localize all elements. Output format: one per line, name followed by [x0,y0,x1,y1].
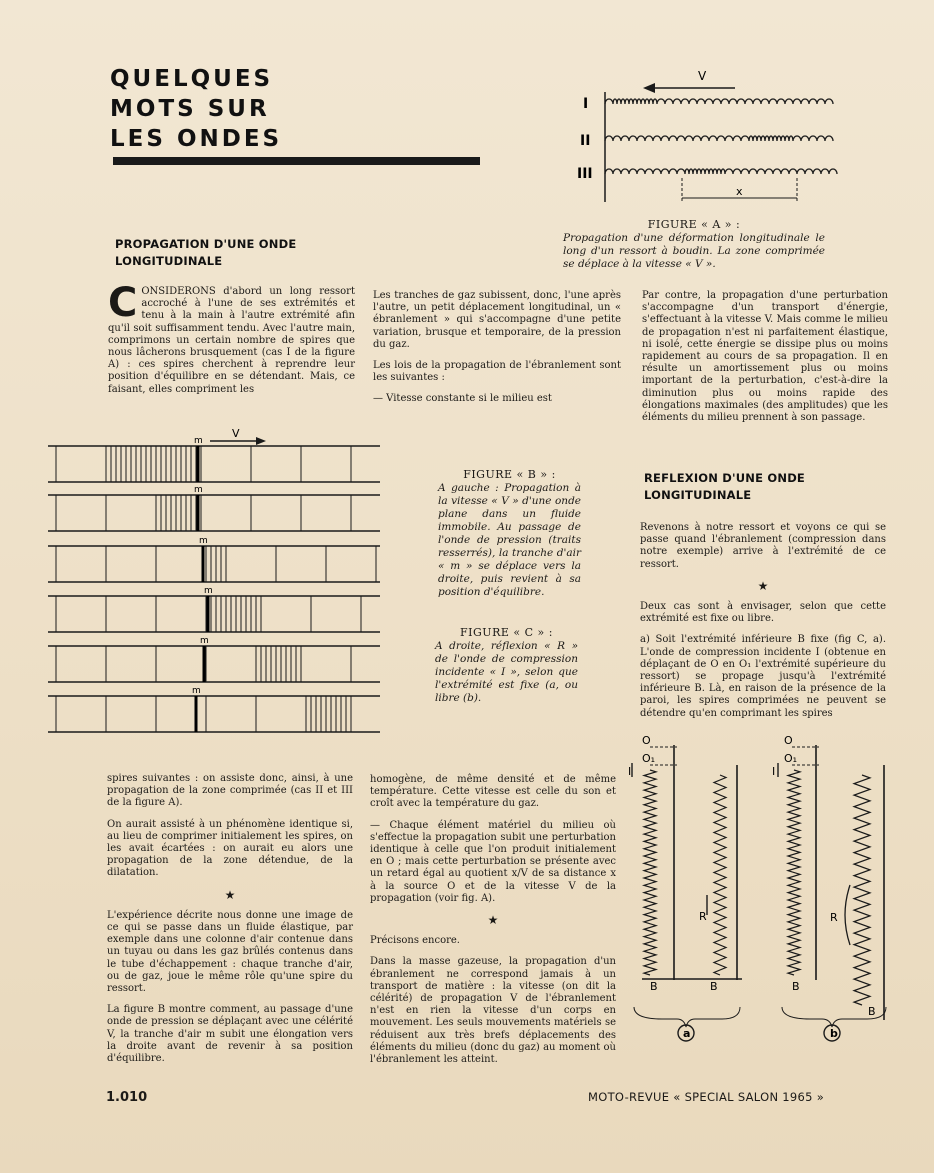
tube-row [48,586,380,632]
title-line-2: MOTS SUR [110,96,270,122]
figure-b-arrowhead [256,437,266,445]
figure-c-caption-title: FIGURE « C » : [460,626,553,639]
figure-b-marker-label: m [199,536,208,546]
tube-row [48,436,380,482]
column-3-middle [640,522,886,729]
spring [644,770,656,975]
fig-c-a-case-label: a [683,1027,691,1040]
section-heading-reflexion: REFLEXION D'UNE ONDE LONGITUDINALE [644,471,805,502]
paragraph: Par contre, la propagation d'une perturbation s'accompagne d'un transport d'énergie, s'effectuant à la vitesse V. Mais comme le milieu de propagation n'est ni parfaitement élastique, ni isolé, cette énergie se dissipe plus ou moins rapidement au cours de sa propagation. Il en résulte un amortissement plus ou moins important de la perturbation, c'est-à-dire la diminution plus ou moins rapide des élongations maximales (des amplitudes) que les éléments du milieu prennent à son passage. [642,290,888,424]
figure-b-velocity-label: V [232,428,240,440]
figure-b-marker-label: m [194,436,203,446]
reflected-arrow [845,885,850,945]
velocity-arrowhead [643,83,655,93]
publication-footer: MOTO-REVUE « SPECIAL SALON 1965 » [588,1090,825,1104]
fig-c-b-label-r: R [830,911,838,924]
figure-a-caption [563,218,825,271]
title-rule [113,157,480,165]
tube-row [48,636,380,682]
figure-c-caption [435,626,578,705]
figure-a-caption-title: FIGURE « A » : [647,218,741,231]
star-separator: ★ [757,578,769,593]
spring-row-2 [605,136,833,141]
tube-row [48,686,380,732]
figure-b-marker-label: m [194,485,203,495]
figure-a-row-3-label: III [577,166,593,182]
star-separator: ★ [487,913,499,928]
paragraph: Précisons encore. [370,935,460,947]
fig-c-a-label-b1: B [650,980,658,993]
figure-a-velocity-label: V [698,69,707,83]
paragraph: Dans la masse gazeuse, la propagation d'un ébranlement ne correspond jamais à un transport de matière : la vitesse (on dit la célérité) de propagation V de l'ébranlement n'est en rien la vitesse d'un corps en mouvement. Les seuls mouvements matériels se réduisent aux très brefs déplacements des éléments du milieu (donc du gaz) au moment où l'ébranlement les atteint. [370,956,616,1066]
column-1-bottom [107,773,353,1074]
paragraph: homogène, de même densité et de même température. Cette vitesse est celle du son et croît avec la température du gaz. [370,774,616,810]
section-heading-propagation: PROPAGATION D'UNE ONDE LONGITUDINALE [115,237,297,268]
tube-row [48,536,380,582]
fig-c-a-label-o1: O₁ [642,752,656,765]
spring-row-1 [605,99,833,104]
paragraph: — Chaque élément matériel du milieu où s'effectue la propagation subit une perturbation identique à celle que l'on produit initialement en O ; mais cette perturbation se présente avec un retard égal au quotient x/V de sa distance x à la source O et de la vitesse V de la propagation (voir fig. A). [370,819,616,904]
title-line-3: LES ONDES [110,126,283,152]
paragraph: Les lois de la propagation de l'ébranlement sont les suivantes : [373,360,621,384]
brace-a [634,1007,740,1027]
paragraph: Deux cas sont à envisager, selon que cette extrémité est fixe ou libre. [640,601,886,625]
paragraph: On aurait assisté à un phénomène identique si, au lieu de comprimer initialement les spires, on les avait écartées : on aurait eu alors une propagation de la zone détendue, de la dilatation. [107,818,353,879]
drop-cap: C [108,280,138,326]
fig-c-b-label-o: O [784,735,793,747]
fig-c-b-label-b1: B [792,980,800,993]
paragraph: La figure B montre comment, au passage d'une onde de pression se déplaçant avec une célérité V, la tranche d'air m subit une élongation vers la droite avant de revenir à sa position d'équilibre. [107,1004,353,1065]
fig-c-b-case-label: b [830,1027,838,1040]
fig-c-b-label-o1: O₁ [784,752,798,765]
fig-c-b-label-i: I [772,765,776,778]
figure-a-diagram [565,62,855,212]
paragraph: a) Soit l'extrémité inférieure B fixe (fig C, a). L'onde de compression incidente I (obtenue en déplaçant de O en O₁ l'extrémité supérieure du ressort) se propage jusqu'à l'extrémité inférieure B. Là, en raison de la présence de la paroi, les spires comprimées ne peuvent se détendre qu'en comprimant les spires [640,634,886,719]
figure-b-caption [438,468,581,599]
figure-a-row-2-label: II [580,133,591,149]
paragraph: Les tranches de gaz subissent, donc, l'une après l'autre, un petit déplacement longitudinal, un « ébranlement » qui s'accompagne d'une petite variation, brusque et temporaire, de la pression du gaz. [373,290,621,350]
page-number: 1.010 [106,1090,148,1105]
paragraph: Revenons à notre ressort et voyons ce qui se passe quand l'ébranlement (compression dans notre exemple) arrive à l'extrémité de ce ressort. [640,522,886,570]
title-line-1: QUELQUES [110,66,274,92]
figure-b-caption-text: A gauche : Propagation à la vitesse « V » d'une onde plane dans un fluide immobile. Au passage de l'onde de pression (traits resserrés), la tranche d'air « m » se déplace vers la droite, puis revient à sa position d'équilibre. [438,482,581,598]
fig-c-b-label-b2: B [868,1005,876,1018]
tube-row [48,485,380,531]
spring [788,770,800,975]
figure-b-marker-label: m [200,636,209,646]
fig-c-a-label-i: I [628,765,632,778]
spring [854,775,870,1005]
figure-b-diagram [48,428,430,740]
paragraph: — Vitesse constante si le milieu est [373,393,552,405]
article-title [110,64,282,154]
paragraph: spires suivantes : on assiste donc, ainsi, à une propagation de la zone comprimée (cas II et III de la figure A). [107,773,353,809]
fig-c-a-label-b2: B [710,980,718,993]
star-separator: ★ [224,887,236,902]
column-2-bottom [370,774,616,1075]
figure-b-marker-label: m [204,586,213,596]
column-2-top [373,290,621,415]
figure-a-distance-label: x [736,185,743,198]
fig-c-a-label-o: O [642,735,651,747]
figure-c-caption-text: A droite, réflexion « R » de l'onde de compression incidente « I », selon que l'extrémité est fixe (a, ou libre (b). [435,640,578,704]
figure-c-diagram [622,735,902,1045]
figure-a-row-1-label: I [583,96,589,112]
paragraph: ONSIDERONS d'abord un long ressort accroché à l'une de ses extrémités et tenu à la main à l'autre extrémité afin qu'il soit suffisamment tendu. Avec l'autre main, comprimons un certain nombre de spires que nous lâcherons brusquement (cas I de la figure A) : ces spires cherchent à reprendre leur position d'équilibre en se détendant. Mais, ce faisant, elles compriment les [108,286,355,395]
spring-row-3 [605,169,837,174]
figure-a-caption-text: Propagation d'une déformation longitudinale le long d'un ressort à boudin. La zone comprimée se déplace à la vitesse « V ». [563,232,825,270]
column-1-top [108,280,355,405]
paragraph: L'expérience décrite nous donne une image de ce qui se passe dans un fluide élastique, par exemple dans une colonne d'air contenue dans un tuyau ou dans les gaz brûlés contenus dans le tube d'échappement : chaque tranche d'air, ou de gaz, joue le même rôle qu'une spire du ressort. [107,909,353,995]
fig-c-a-label-r: R [699,910,707,923]
spring [714,775,726,975]
column-3-top [642,290,888,433]
figure-b-caption-title: FIGURE « B » : [463,468,556,481]
figure-b-marker-label: m [192,686,201,696]
